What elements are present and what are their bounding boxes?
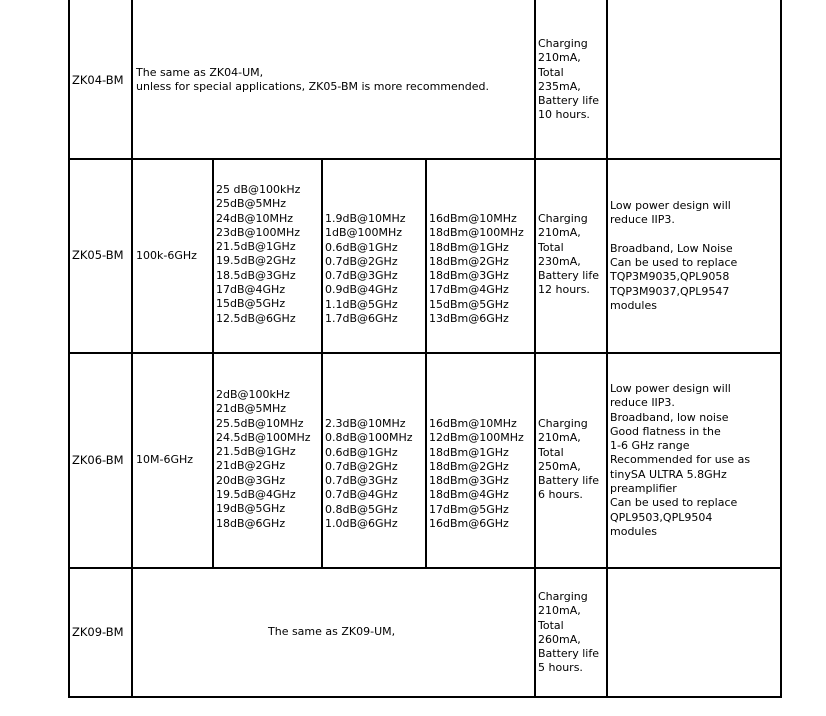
table-column-divider (606, 0, 608, 698)
model-cell: ZK09-BM (72, 625, 124, 639)
model-cell: ZK05-BM (72, 248, 124, 262)
noise-figure-cell: 1.9dB@10MHz 1dB@100MHz 0.6dB@1GHz 0.7dB@2GHz 0.7dB@3GHz 0.9dB@4GHz 1.1dB@5GHz 1.7dB@6GHz (325, 212, 406, 326)
table-column-divider (425, 158, 427, 568)
model-cell: ZK04-BM (72, 73, 124, 87)
gain-cell: 2dB@100kHz 21dB@5MHz 25.5dB@10MHz 24.5dB@100MHz 21.5dB@1GHz 21dB@2GHz 20dB@3GHz 19.5dB@4GHz 19dB@5GHz 18dB@6GHz (216, 388, 311, 530)
table-border-bottom (68, 696, 782, 698)
table-column-divider (131, 0, 133, 698)
power-cell: Charging 210mA, Total 235mA, Battery life 10 hours. (538, 37, 599, 122)
freq-range-cell: 10M-6GHz (136, 453, 194, 466)
freq-range-cell: 100k-6GHz (136, 249, 197, 262)
power-cell: Charging 210mA, Total 260mA, Battery life 5 hours. (538, 590, 599, 675)
p1db-cell: 16dBm@10MHz 12dBm@100MHz 18dBm@1GHz 18dBm@2GHz 18dBm@3GHz 18dBm@4GHz 17dBm@5GHz 16dBm@6GHz (429, 417, 524, 531)
table-border-right (780, 0, 782, 698)
table-row-divider (68, 567, 782, 569)
table-column-divider (212, 158, 214, 568)
table-row-divider (68, 352, 782, 354)
power-cell: Charging 210mA, Total 230mA, Battery life 12 hours. (538, 212, 599, 297)
note-cell: The same as ZK09-UM, (268, 625, 396, 638)
model-cell: ZK06-BM (72, 453, 124, 467)
table-column-divider (534, 0, 536, 698)
table-border-left (68, 0, 70, 698)
remarks-cell: Low power design will reduce IIP3. Broadband, low noise Good flatness in the 1-6 GHz range Recommended for use as tinySA ULTRA 5.8GHz preamplifier Can be used to replace QPL9503,QPL9504 modules (610, 382, 751, 538)
power-cell: Charging 210mA, Total 250mA, Battery life 6 hours. (538, 417, 599, 502)
remarks-cell: Low power design will reduce IIP3. Broadband, Low Noise Can be used to replace TQP3M9035,QPL9058 TQP3M9037,QPL9547 modules (610, 199, 738, 313)
table-row-divider (68, 158, 782, 160)
p1db-cell: 16dBm@10MHz 18dBm@100MHz 18dBm@1GHz 18dBm@2GHz 18dBm@3GHz 17dBm@4GHz 15dBm@5GHz 13dBm@6GHz (429, 212, 524, 326)
gain-cell: 25 dB@100kHz 25dB@5MHz 24dB@10MHz 23dB@100MHz 21.5dB@1GHz 19.5dB@2GHz 18.5dB@3GHz 17dB@4GHz 15dB@5GHz 12.5dB@6GHz (216, 183, 301, 325)
note-cell: The same as ZK04-UM, unless for special applications, ZK05-BM is more recommended. (136, 66, 489, 93)
table-column-divider (321, 158, 323, 568)
noise-figure-cell: 2.3dB@10MHz 0.8dB@100MHz 0.6dB@1GHz 0.7dB@2GHz 0.7dB@3GHz 0.7dB@4GHz 0.8dB@5GHz 1.0dB@6GHz (325, 417, 413, 531)
